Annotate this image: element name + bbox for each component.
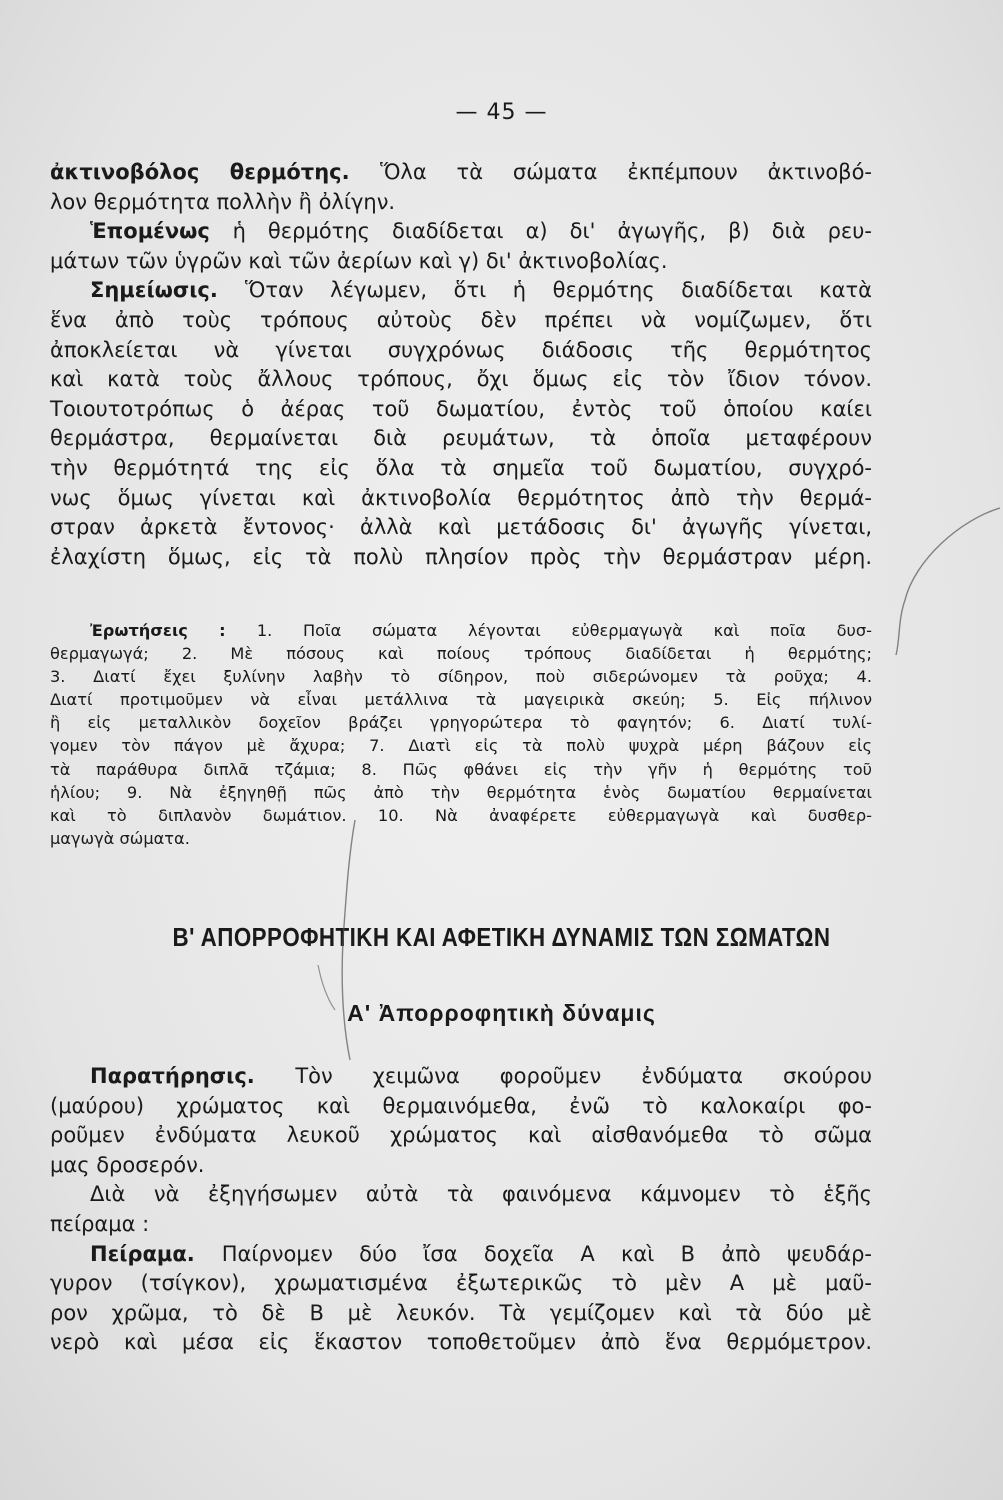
text-run: 3. Διατί ἔχει ξυλίνην λαβὴν τὸ σίδηρον, ποὺ σιδερώνομεν τὰ ροῦχα; 4.	[50, 667, 872, 687]
text-line	[50, 1092, 872, 1122]
text-run: γυρον (τσίγκον), χρωματισμένα ἐξωτερικῶς τὸ μὲν Α μὲ μαῦ-	[50, 1271, 872, 1296]
text-run: ἡ θερμότης διαδίδεται α) δι' ἀγωγῆς, β) διὰ ρευ-	[232, 219, 872, 244]
text-run: (μαύρου) χρώματος καὶ θερμαινόμεθα, ἐνῶ τὸ καλοκαίρι φο-	[50, 1093, 872, 1118]
paragraph-section-absorption	[50, 1062, 872, 1358]
text-line	[50, 781, 872, 804]
text-line	[50, 454, 872, 484]
text-run: Ὅλα τὰ σώματα ἐκπέμπουν ἀκτινοβό-	[380, 160, 872, 184]
text-run: νερὸ καὶ μέσα εἰς ἕκαστον τοποθετοῦμεν ἀπὸ ἕνα θερμόμετρον.	[50, 1330, 872, 1355]
text-run: μαγωγὰ σώματα.	[50, 828, 190, 848]
text-run: λον θερμότητα πολλὴν ἢ ὀλίγην.	[50, 189, 396, 214]
text-run: ἐλαχίστη ὅμως, εἰς τὰ πολὺ πλησίον πρὸς τὴν θερμάστραν μέρη.	[50, 544, 872, 569]
text-line	[50, 1240, 872, 1270]
text-run: γομεν τὸν πάγον μὲ ἄχυρα; 7. Διατὶ εἰς τὰ πολὺ ψυχρὰ μέρη βάζουν εἰς	[50, 736, 872, 756]
text-run: 1. Ποῖα σώματα λέγονται εὐθερμαγωγὰ καὶ ποῖα δυσ-	[256, 621, 872, 640]
text-line	[50, 484, 872, 514]
text-run: θερμαγωγά; 2. Μὲ πόσους καὶ ποίους τρόπους διαδίδεται ἡ θερμότης;	[50, 644, 872, 664]
bold-lead-term: Ἑπομένως	[90, 219, 233, 244]
text-run: στραν ἀρκετὰ ἔντονος· ἀλλὰ καὶ μετάδοσις δι' ἀγωγῆς γίνεται,	[50, 515, 872, 540]
text-line	[50, 247, 872, 277]
text-line	[50, 827, 872, 850]
text-run: Παίρνομεν δύο ἴσα δοχεῖα Α καὶ Β ἀπὸ ψευδάρ-	[221, 1241, 872, 1266]
text-line	[50, 1269, 872, 1299]
text-line	[50, 1299, 872, 1329]
questions-section	[50, 619, 872, 850]
text-line	[50, 734, 872, 757]
text-line	[50, 336, 872, 366]
text-line	[50, 1151, 872, 1181]
text-line	[50, 276, 872, 306]
text-run: Τοιουτοτρόπως ὁ ἀέρας τοῦ δωματίου, ἐντὸς τοῦ ὁποίου καίει	[50, 396, 872, 421]
text-line	[50, 1328, 872, 1358]
text-run: τὰ παράθυρα διπλᾶ τζάμια; 8. Πῶς φθάνει εἰς τὴν γῆν ἡ θερμότης τοῦ	[50, 759, 872, 779]
text-line	[50, 665, 872, 688]
text-line	[50, 217, 872, 247]
text-run: ἕνα ἀπὸ τοὺς τρόπους αὐτοὺς δὲν πρέπει νὰ νομίζωμεν, ὅτι	[50, 307, 872, 332]
text-run: Ὅταν λέγωμεν, ὅτι ἡ θερμότης διαδίδεται κατὰ	[245, 278, 872, 303]
text-run: ἡλίου; 9. Νὰ ἐξηγηθῇ πῶς ἀπὸ τὴν θερμότητα ἑνὸς δωματίου θερμαίνεται	[50, 782, 872, 802]
text-run: ροῦμεν ἐνδύματα λευκοῦ χρώματος καὶ αἰσθανόμεθα τὸ σῶμα	[50, 1123, 872, 1148]
text-line	[50, 1121, 872, 1151]
bold-lead-term: ἀκτινοβόλος θερμότης.	[50, 160, 381, 184]
text-run: ρον χρῶμα, τὸ δὲ Β μὲ λευκόν. Τὰ γεμίζομεν καὶ τὰ δύο μὲ	[50, 1300, 872, 1325]
text-run: μας δροσερόν.	[50, 1152, 205, 1177]
section-heading: Α' Ἀπορροφητικὴ δύναμις	[347, 1000, 656, 1026]
bold-lead-term: Πείραμα.	[90, 1241, 222, 1266]
text-line	[50, 395, 872, 425]
text-run: καὶ τὸ διπλανὸν δωμάτιον. 10. Νὰ ἀναφέρετε εὐθερμαγωγὰ καὶ δυσθερ-	[50, 805, 872, 825]
chapter-heading: Β' ΑΠΟΡΡΟΦΗΤΙΚΗ ΚΑΙ ΑΦΕΤΙΚΗ ΔΥΝΑΜΙΣ ΤΩΝ ΣΩΜΑΤΩΝ	[172, 922, 831, 952]
bold-lead-term: Παρατήρησις.	[90, 1064, 296, 1088]
text-line	[50, 365, 872, 395]
bold-lead-term: Ἐρωτήσεις :	[90, 621, 257, 640]
text-line	[50, 306, 872, 336]
text-line	[50, 513, 872, 543]
text-line	[50, 424, 872, 454]
text-run: μάτων τῶν ὑγρῶν καὶ τῶν ἀερίων καὶ γ) δι' ἀκτινοβολίας.	[50, 248, 668, 273]
text-line	[50, 711, 872, 734]
text-line	[50, 1210, 872, 1240]
text-line	[50, 158, 872, 188]
text-line	[50, 642, 872, 665]
text-line	[50, 619, 872, 642]
text-run: νως ὅμως γίνεται καὶ ἀκτινοβολία θερμότητος ἀπὸ τὴν θερμά-	[50, 485, 872, 510]
text-run: πείραμα :	[50, 1211, 150, 1236]
text-line	[50, 688, 872, 711]
text-line	[50, 1180, 872, 1210]
text-run: καὶ κατὰ τοὺς ἄλλους τρόπους, ὄχι ὅμως εἰς τὸν ἴδιον τόνον.	[50, 367, 872, 392]
text-run: θερμάστρα, θερμαίνεται διὰ ρευμάτων, τὰ ὁποῖα μεταφέρουν	[50, 426, 872, 451]
text-line	[50, 758, 872, 781]
text-run: Τὸν χειμῶνα φοροῦμεν ἐνδύματα σκούρου	[295, 1064, 872, 1088]
page-number: — 45 —	[455, 100, 548, 125]
text-line	[50, 1062, 872, 1092]
text-line	[50, 804, 872, 827]
text-line	[50, 543, 872, 573]
paragraph-section-radiation	[50, 158, 872, 572]
text-run: ἢ εἰς μεταλλικὸν δοχεῖον βράζει γρηγορώτερα τὸ φαγητόν; 6. Διατί τυλί-	[50, 713, 872, 733]
bold-lead-term: Σημείωσις.	[90, 278, 246, 303]
text-run: Διατί προτιμοῦμεν νὰ εἶναι μετάλλινα τὰ μαγειρικὰ σκεύη; 5. Εἰς πήλινον	[50, 690, 872, 710]
text-line	[50, 188, 872, 218]
text-run: τὴν θερμότητά της εἰς ὅλα τὰ σημεῖα τοῦ δωματίου, συγχρό-	[50, 455, 872, 480]
text-run: ἀποκλείεται νὰ γίνεται συγχρόνως διάδοσις τῆς θερμότητος	[50, 337, 872, 362]
text-run: Διὰ νὰ ἐξηγήσωμεν αὐτὰ τὰ φαινόμενα κάμνομεν τὸ ἑξῆς	[90, 1182, 872, 1207]
